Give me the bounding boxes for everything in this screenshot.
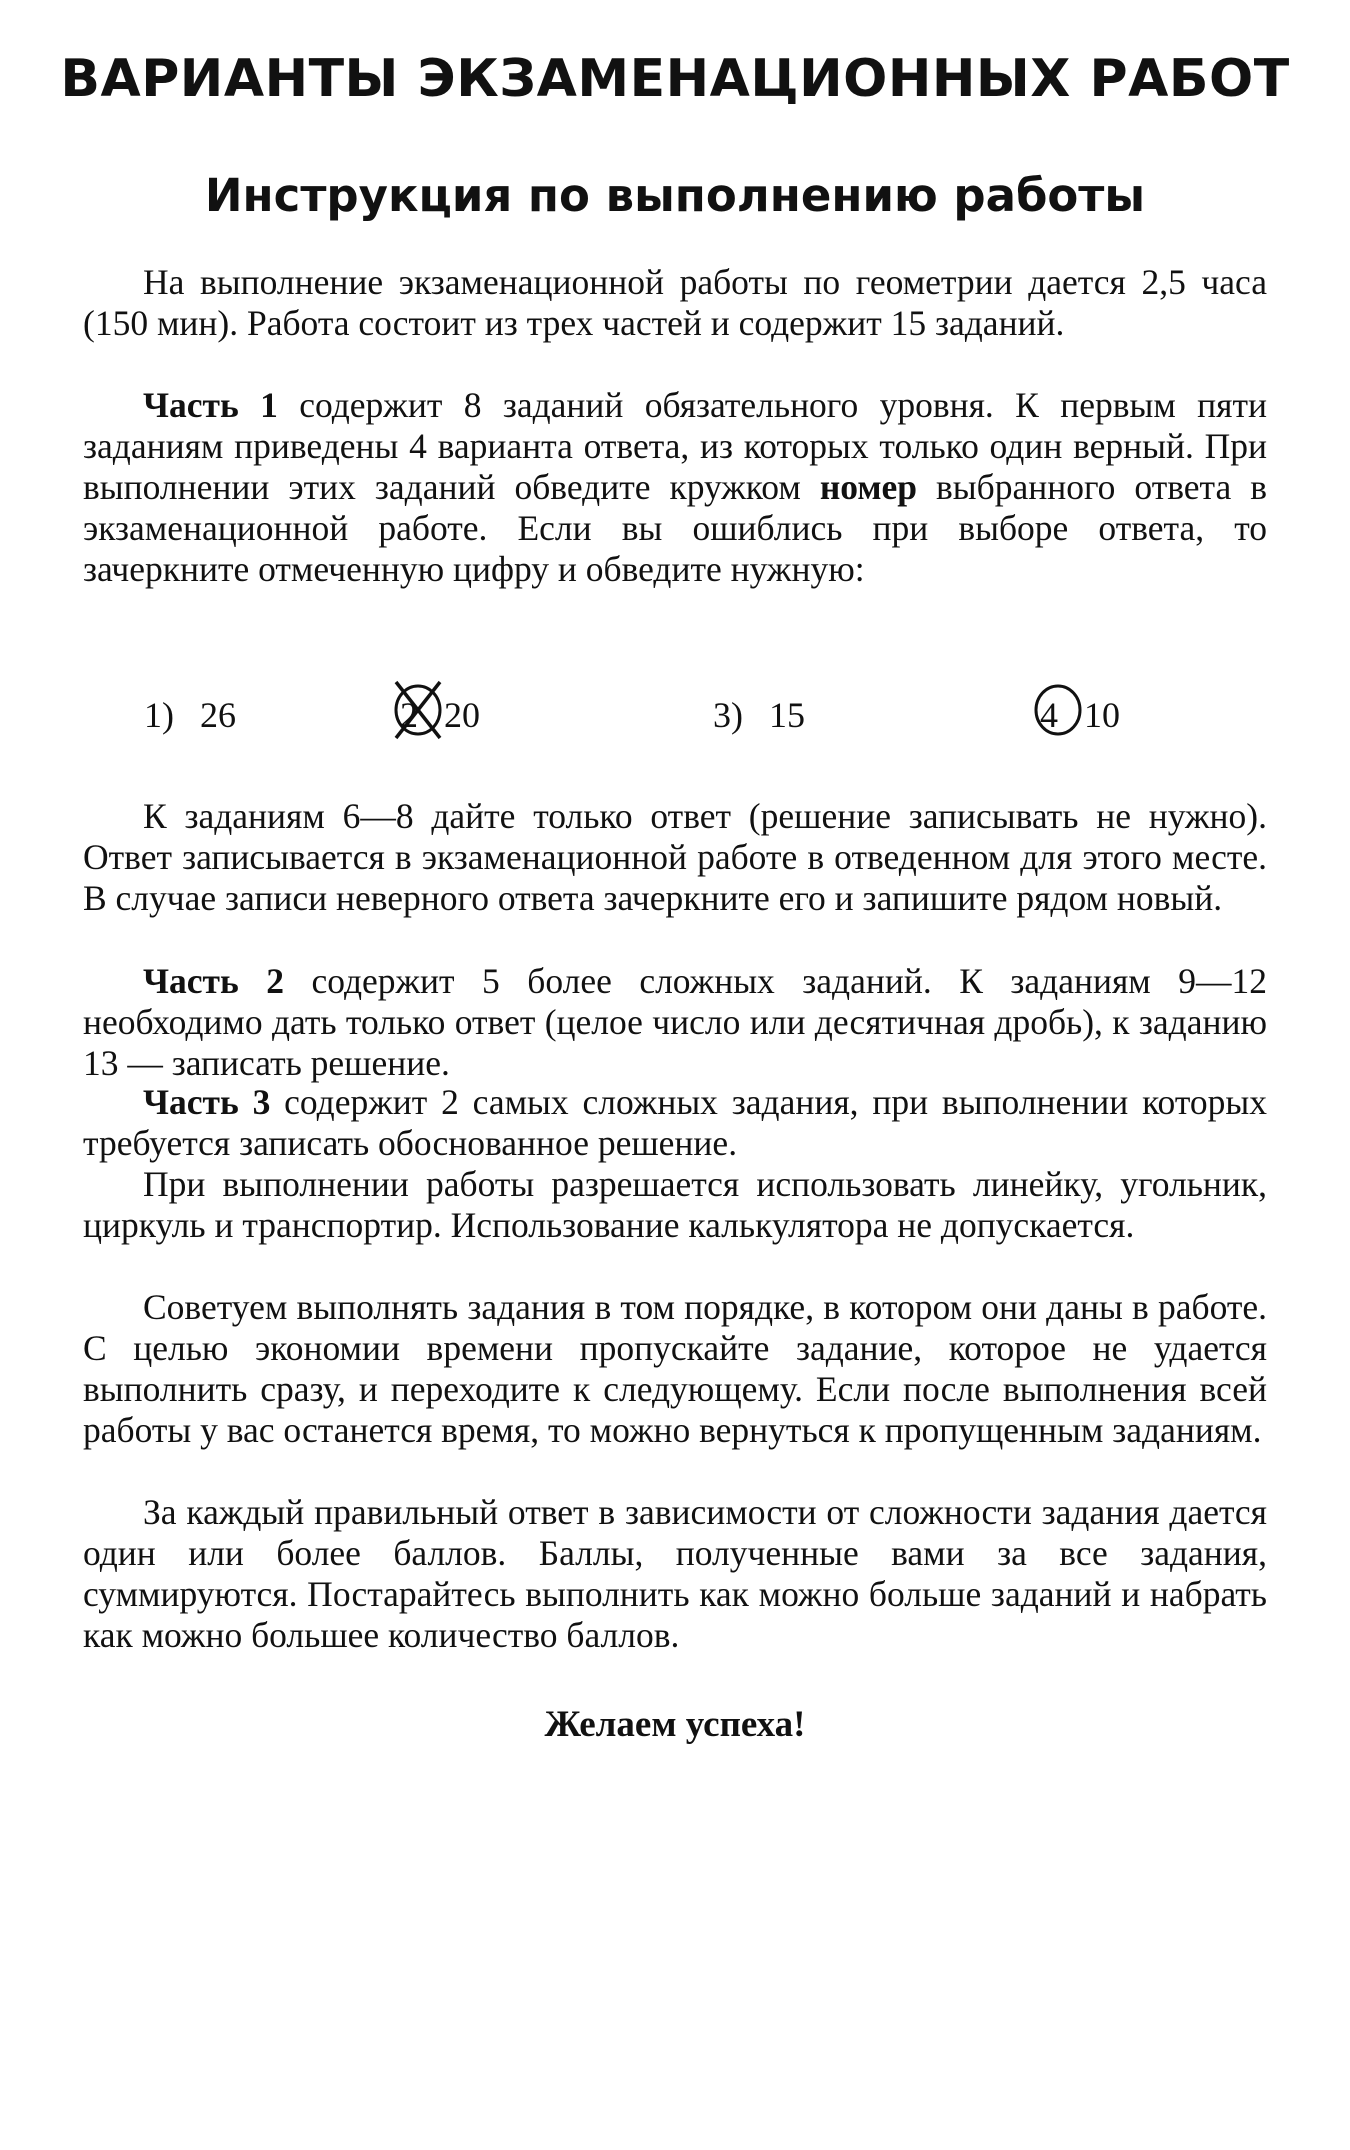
option-number-digit: 2 xyxy=(400,695,418,735)
example-option-1 xyxy=(144,680,236,750)
part3-text: содержит 2 самых сложных задания, при выполнении которых требуется записать обоснованное решение. xyxy=(83,1082,1267,1163)
tools-paragraph xyxy=(83,1164,1267,1246)
part1-paragraph xyxy=(83,385,1267,590)
part2-label: Часть 2 xyxy=(143,961,284,1001)
option-value: 26 xyxy=(200,695,236,735)
closing-wish: Желаем успеха! xyxy=(544,1704,806,1745)
option-number xyxy=(1040,680,1058,750)
option-value: 15 xyxy=(769,695,805,735)
part1-text-a: содержит 8 заданий обязательного уровня. К первым пяти заданиям приведены 4 варианта ответа, из которых только один верный. При выполнении этих заданий обведите кружком xyxy=(83,385,1267,507)
part1-label: Часть 1 xyxy=(143,385,278,425)
tools-text: При выполнении работы разрешается использовать линейку, угольник, циркуль и транспортир. Использование калькулятора не допускается. xyxy=(83,1164,1267,1245)
intro-paragraph xyxy=(83,262,1267,344)
instructions-subtitle: Инструкция по выполнению работы xyxy=(204,169,1146,222)
part2-paragraph xyxy=(83,961,1267,1084)
part2-text: содержит 5 более сложных заданий. К заданиям 9—12 необходимо дать только ответ (целое число или десятичная дробь), к заданию 13 — записать решение. xyxy=(83,961,1267,1083)
option-value: 20 xyxy=(444,695,480,735)
tasks-6-8-text: К заданиям 6—8 дайте только ответ (решение записывать не нужно). Ответ записывается в экзаменационной работе в отведенном для этого месте. В случае записи неверного ответа зачеркните его и запишите рядом новый. xyxy=(83,796,1267,918)
option-number: 1) xyxy=(144,695,174,735)
answer-example-row xyxy=(0,680,1350,750)
scoring-text: За каждый правильный ответ в зависимости от сложности задания дается один или более баллов. Баллы, полученные вами за все задания, суммируются. Постарайтесь выполнить как можно больше заданий и набрать как можно большее количество баллов. xyxy=(83,1492,1267,1655)
option-number xyxy=(400,680,418,750)
example-option-3 xyxy=(713,680,805,750)
order-paragraph xyxy=(83,1287,1267,1451)
circle-mark-icon xyxy=(1032,674,1088,744)
example-option-2 xyxy=(400,680,480,750)
example-option-4 xyxy=(1040,680,1120,750)
scoring-paragraph xyxy=(83,1492,1267,1656)
part1-text-b: выбранного ответа в экзаменационной работе. Если вы ошиблись при выборе ответа, то зачеркните отмеченную цифру и обведите нужную: xyxy=(83,467,1267,589)
option-number: 3) xyxy=(713,695,743,735)
part1-bold-word: номер xyxy=(819,467,918,507)
part3-label: Часть 3 xyxy=(143,1082,271,1122)
main-title: ВАРИАНТЫ ЭКЗАМЕНАЦИОННЫХ РАБОТ xyxy=(60,49,1290,109)
option-number-digit: 4 xyxy=(1040,695,1058,735)
order-text: Советуем выполнять задания в том порядке, в котором они даны в работе. С целью экономии времени пропускайте задание, которое не удается выполнить сразу, и переходите к следующему. Если после выполнения всей работы у вас останется время, то можно вернуться к пропущенным заданиям. xyxy=(83,1287,1267,1450)
intro-text: На выполнение экзаменационной работы по геометрии дается 2,5 часа (150 мин). Работа состоит из трех частей и содержит 15 заданий. xyxy=(83,262,1267,343)
part3-paragraph xyxy=(83,1082,1267,1164)
option-value: 10 xyxy=(1084,695,1120,735)
tasks-6-8-paragraph xyxy=(83,796,1267,919)
crossed-circle-mark-icon xyxy=(392,674,448,744)
